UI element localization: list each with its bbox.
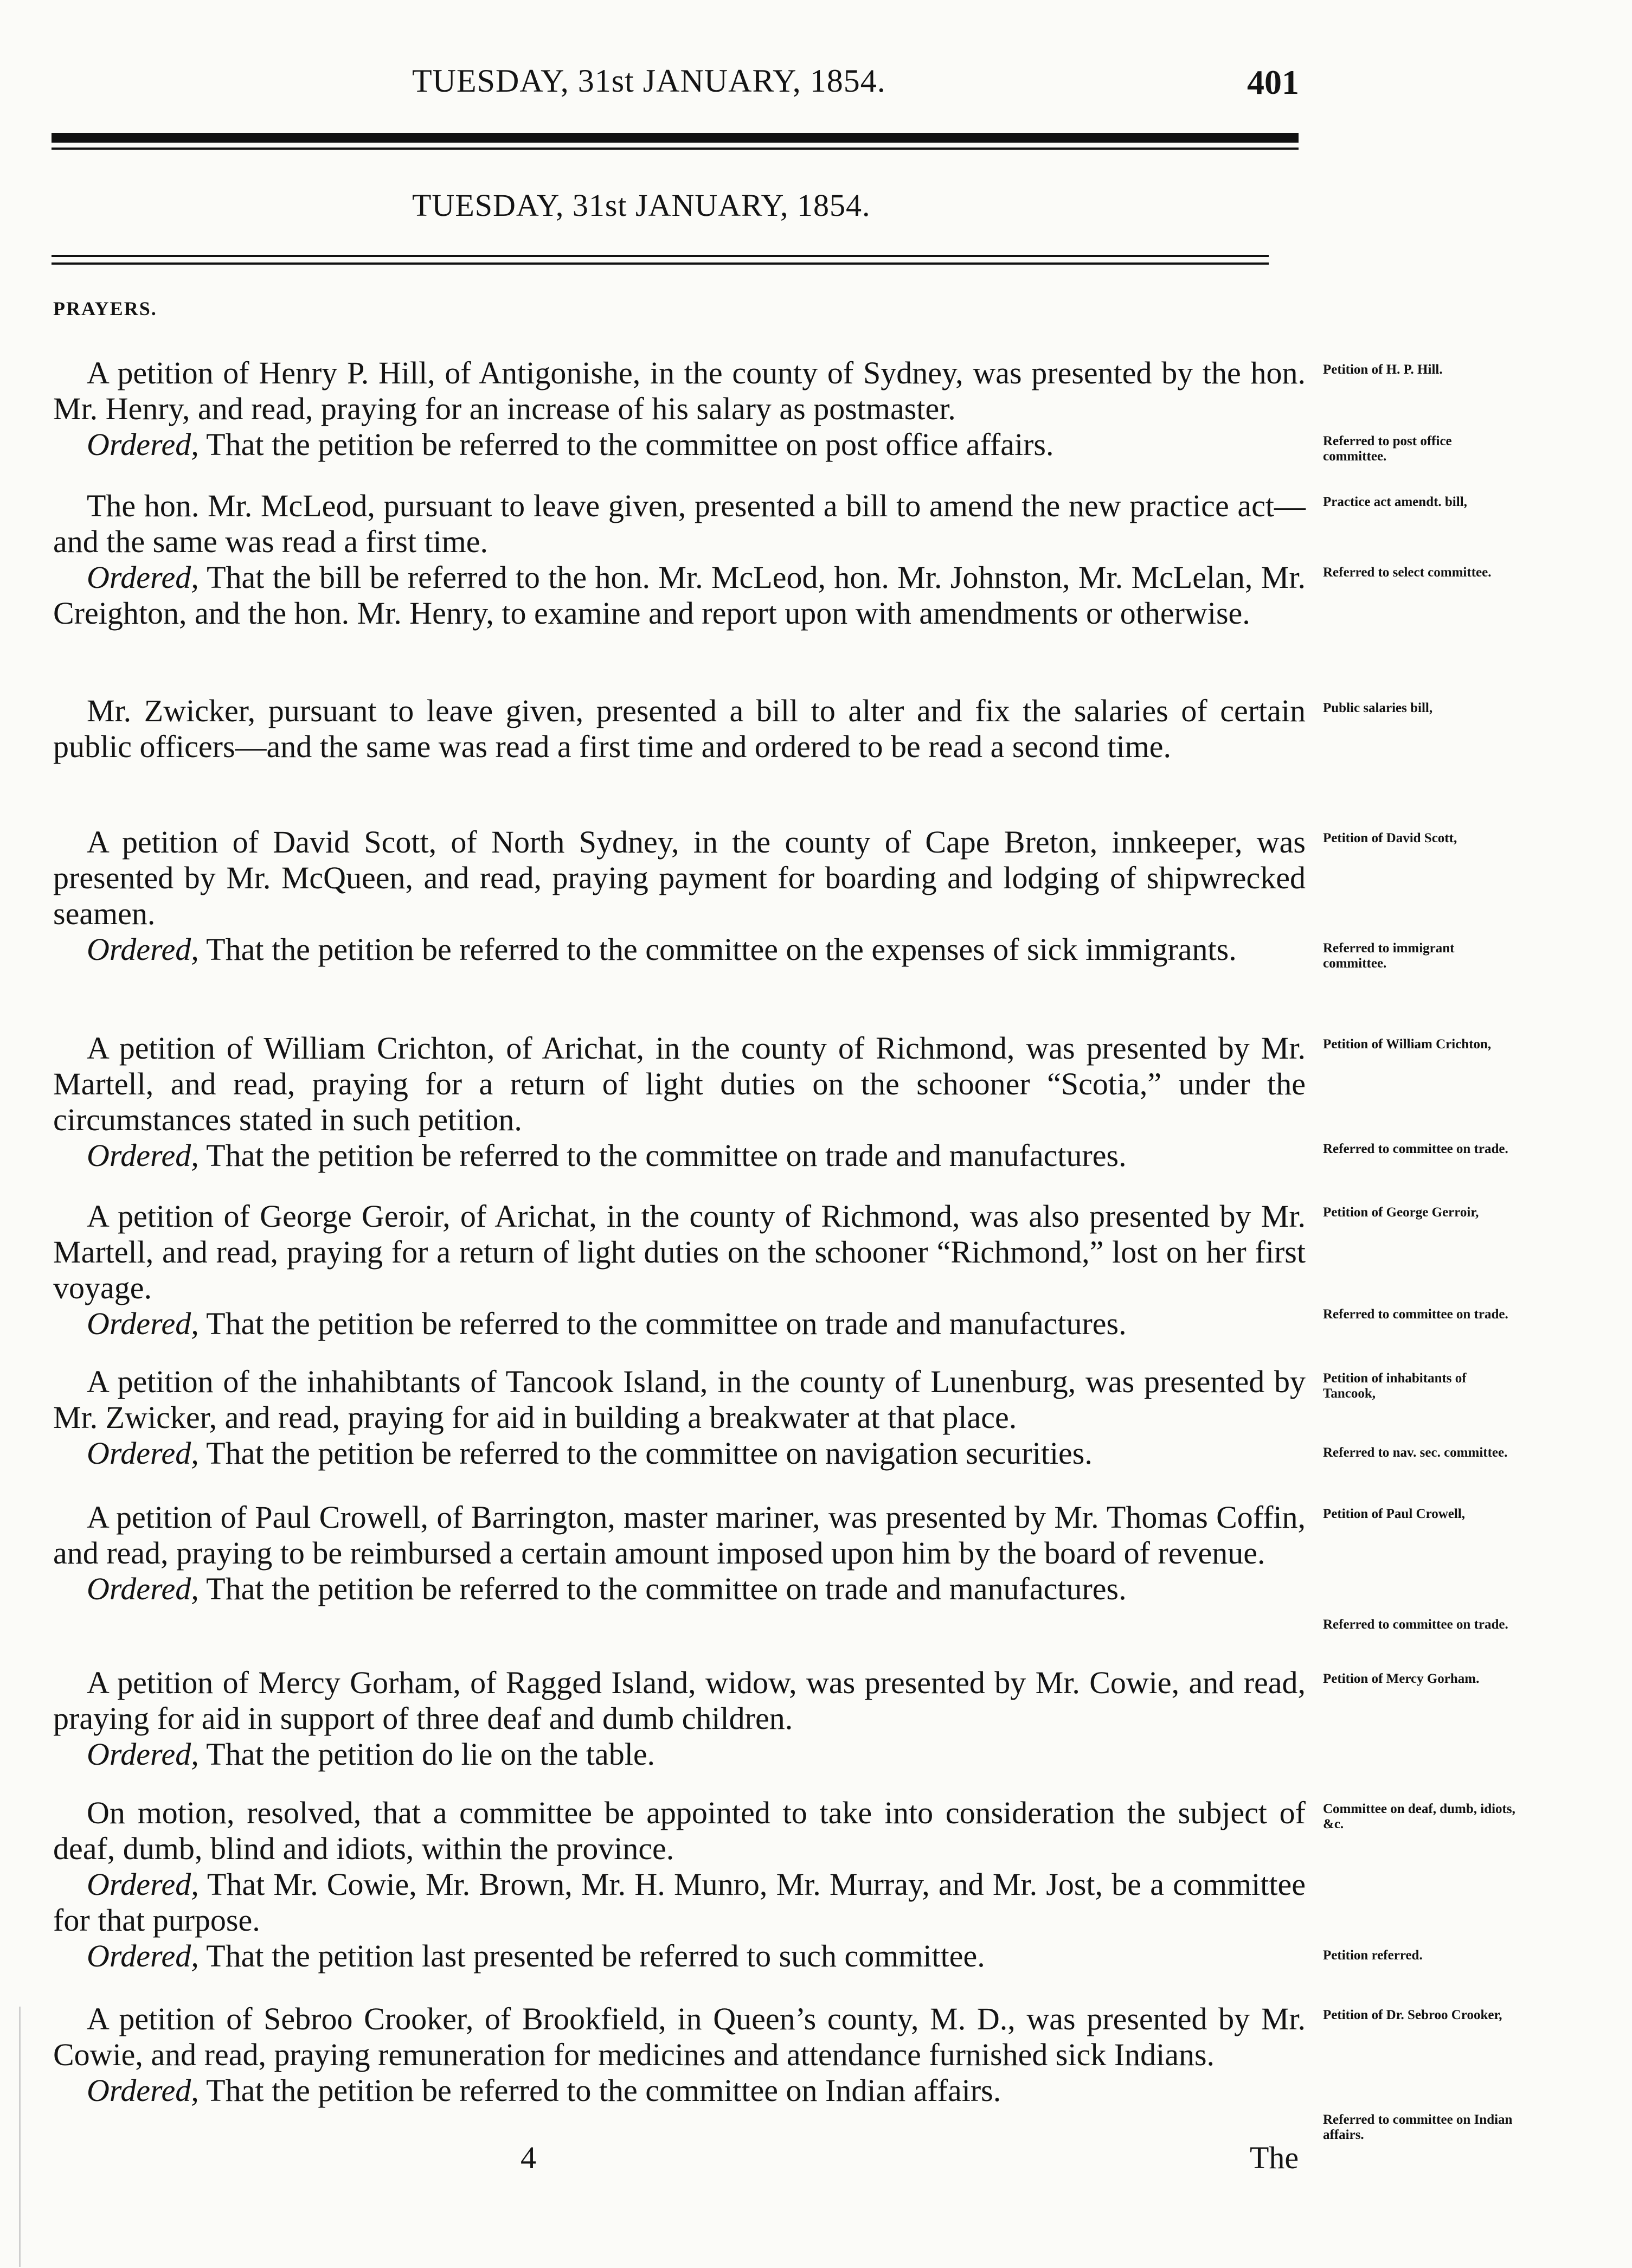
margin-note: Petition of Paul Crowell, <box>1323 1507 1465 1521</box>
margin-note: Committee on deaf, dumb, idiots, &c. <box>1323 1802 1515 1831</box>
signature-mark: 4 <box>521 2140 536 2175</box>
header-rule-thick <box>52 133 1299 143</box>
ordered-text: That the bill be referred to the hon. Mr. McLeod, hon. Mr. Johnston, Mr. McLelan, Mr. Creighton, and the hon. Mr. Henry, to examine and report upon with amendments or otherwise. <box>53 560 1306 631</box>
entry-public-salaries-bill <box>53 693 1306 765</box>
margin-note: Petition of David Scott, <box>1323 831 1457 845</box>
margin-note: Petition of William Crichton, <box>1323 1037 1492 1052</box>
margin-note: Referred to post office committee. <box>1323 434 1452 464</box>
margin-note: Petition of Dr. Sebroo Crooker, <box>1323 2008 1502 2022</box>
ordered-lead: Ordered, <box>87 1938 199 1974</box>
ordered-lead: Ordered, <box>87 932 199 967</box>
entry-text: A petition of the inhahibtants of Tancook Island, in the county of Lunenburg, was presented by Mr. Zwicker, and read, praying for aid in building a breakwater at that place. <box>53 1364 1306 1435</box>
ordered-line <box>53 2073 1306 2109</box>
entry-petition-crichton <box>53 1030 1306 1174</box>
ordered-line <box>53 932 1306 968</box>
entry-petition-scott <box>53 824 1306 968</box>
ordered-text: That the petition be referred to the committee on Indian affairs. <box>198 2073 1001 2108</box>
catchword: The <box>1250 2140 1299 2175</box>
entry-text: A petition of Henry P. Hill, of Antigonishe, in the county of Sydney, was presented by the hon. Mr. Henry, and read, praying for an increase of his salary as postmaster. <box>53 355 1306 426</box>
margin-note: Referred to nav. sec. committee. <box>1323 1445 1508 1460</box>
entry-text: A petition of William Crichton, of Arichat, in the county of Richmond, was presented by Mr. Martell, and read, praying for a return of light duties on the schooner “Scotia,” under the circumstances stated in such petition. <box>53 1030 1306 1137</box>
ordered-text: That the petition last presented be referred to such committee. <box>198 1938 985 1974</box>
margin-note: Referred to committee on trade. <box>1323 1617 1508 1632</box>
ordered-lead: Ordered, <box>87 1138 199 1173</box>
ordered-text: That the petition be referred to the committee on post office affairs. <box>198 427 1054 462</box>
entry-practice-act-bill <box>53 488 1306 631</box>
entry-text: A petition of Sebroo Crooker, of Brookfield, in Queen’s county, M. D., was presented by Mr. Cowie, and read, praying remuneration for medicines and attendance furnished sick Indians. <box>53 2001 1306 2072</box>
ordered-lead: Ordered, <box>87 1436 199 1471</box>
entry-committee-deaf-dumb <box>53 1795 1306 1974</box>
margin-note: Referred to immigrant committee. <box>1323 941 1455 971</box>
entry-petition-tancook <box>53 1364 1306 1471</box>
ordered-lead: Ordered, <box>87 2073 199 2108</box>
running-title: TUESDAY, 31st JANUARY, 1854. <box>412 63 886 99</box>
ordered-text: That Mr. Cowie, Mr. Brown, Mr. H. Munro, Mr. Murray, and Mr. Jost, be a committee for that purpose. <box>53 1867 1306 1938</box>
ordered-line <box>53 1306 1306 1342</box>
ordered-lead: Ordered, <box>87 427 199 462</box>
ordered-text: That the petition be referred to the committee on trade and manufactures. <box>198 1306 1127 1341</box>
prayers-label: PRAYERS. <box>53 298 157 319</box>
scan-edge-line <box>19 2007 21 2267</box>
ordered-line <box>53 1571 1306 1607</box>
ordered-line <box>53 1138 1306 1174</box>
ordered-text: That the petition do lie on the table. <box>198 1737 656 1772</box>
ordered-lead: Ordered, <box>87 560 199 595</box>
entry-petition-gorham <box>53 1665 1306 1772</box>
ordered-lead: Ordered, <box>87 1306 199 1341</box>
margin-note: Petition referred. <box>1323 1948 1423 1963</box>
ordered-text: That the petition be referred to the committee on the expenses of sick immigrants. <box>198 932 1237 967</box>
margin-note: Petition of George Gerroir, <box>1323 1205 1479 1220</box>
entry-text: A petition of Mercy Gorham, of Ragged Island, widow, was presented by Mr. Cowie, and read, praying for aid in support of three deaf and dumb children. <box>53 1665 1306 1736</box>
margin-note: Public salaries bill, <box>1323 701 1433 715</box>
ordered-lead: Ordered, <box>87 1571 199 1606</box>
page-number: 401 <box>1247 63 1299 101</box>
ordered-lead: Ordered, <box>87 1867 199 1902</box>
header-rule-thin <box>52 148 1299 150</box>
ordered-line <box>53 427 1306 463</box>
ordered-text: That the petition be referred to the committee on trade and manufactures. <box>198 1138 1127 1173</box>
ordered-line <box>53 1737 1306 1772</box>
margin-note: Petition of inhabitants of Tancook, <box>1323 1371 1467 1401</box>
entry-text: Mr. Zwicker, pursuant to leave given, presented a bill to alter and fix the salaries of certain public officers—and the same was read a first time and ordered to be read a second time. <box>53 693 1306 764</box>
ordered-line <box>53 560 1306 631</box>
entry-petition-hill <box>53 355 1306 463</box>
entry-text: A petition of Paul Crowell, of Barrington, master mariner, was presented by Mr. Thomas Coffin, and read, praying to be reimbursed a certain amount imposed upon him by the board of revenue. <box>53 1500 1306 1571</box>
margin-note: Referred to select committee. <box>1323 565 1492 580</box>
margin-note: Petition of H. P. Hill. <box>1323 362 1443 377</box>
margin-note: Referred to committee on Indian affairs. <box>1323 2112 1513 2142</box>
entry-text: On motion, resolved, that a committee be appointed to take into consideration the subject of deaf, dumb, blind and idiots, within the province. <box>53 1795 1306 1866</box>
ordered-lead: Ordered, <box>87 1737 199 1772</box>
ordered-line <box>53 1867 1306 1938</box>
margin-note: Referred to committee on trade. <box>1323 1142 1508 1156</box>
day-title: TUESDAY, 31st JANUARY, 1854. <box>412 188 871 223</box>
ordered-line <box>53 1938 1306 1974</box>
entry-text: A petition of David Scott, of North Sydney, in the county of Cape Breton, innkeeper, was presented by Mr. McQueen, and read, praying payment for boarding and lodging of shipwrecked seamen. <box>53 824 1306 931</box>
ordered-line <box>53 1436 1306 1471</box>
entry-petition-geroir <box>53 1199 1306 1342</box>
ordered-text: That the petition be referred to the committee on navigation securities. <box>198 1436 1093 1471</box>
ordered-text: That the petition be referred to the committee on trade and manufactures. <box>198 1571 1127 1606</box>
running-head <box>0 62 1632 106</box>
entry-text: A petition of George Geroir, of Arichat, in the county of Richmond, was also presented by Mr. Martell, and read, praying for a return of light duties on the schooner “Richmond,” lost on her first voyage. <box>53 1199 1306 1305</box>
margin-note: Practice act amendt. bill, <box>1323 495 1467 509</box>
title-rule-lower <box>52 262 1269 265</box>
margin-note: Petition of Mercy Gorham. <box>1323 1671 1480 1686</box>
entry-petition-crooker <box>53 2001 1306 2109</box>
title-rule-upper <box>52 255 1269 257</box>
margin-note: Referred to committee on trade. <box>1323 1307 1508 1322</box>
entry-petition-crowell <box>53 1500 1306 1607</box>
entry-text: The hon. Mr. McLeod, pursuant to leave given, presented a bill to amend the new practice act—and the same was read a first time. <box>53 488 1306 559</box>
